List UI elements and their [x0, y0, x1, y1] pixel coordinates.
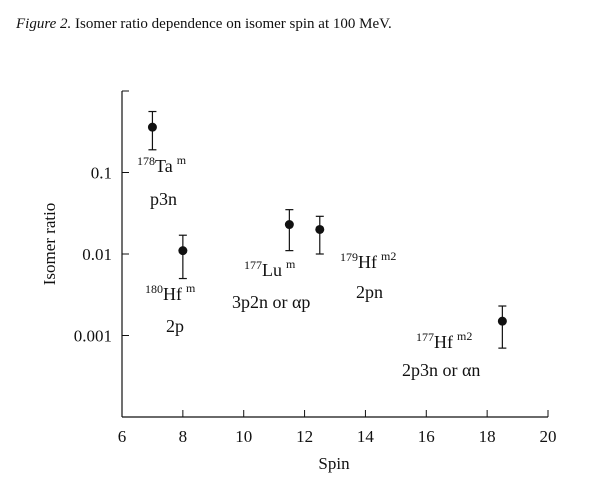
annotation-hf180m — [145, 281, 196, 304]
annotation-element: Hf — [434, 332, 453, 352]
y-axis-label: Isomer ratio — [40, 202, 59, 286]
annotation-mass: 180 — [145, 282, 163, 296]
x-tick-label: 12 — [296, 427, 314, 446]
annotation-hf179m2 — [340, 249, 396, 272]
caption-text: Isomer ratio dependence on isomer spin at 100 MeV. — [75, 16, 392, 32]
data-point — [285, 220, 294, 229]
annotation-state: m — [176, 153, 187, 167]
caption-label: Figure 2. — [16, 16, 72, 32]
annotation-mass: 179 — [340, 250, 358, 264]
data-point — [498, 317, 507, 326]
x-axis-label: Spin — [318, 454, 350, 473]
x-tick-label: 10 — [235, 427, 253, 446]
annotation-ta178m — [137, 153, 187, 176]
x-tick-label: 20 — [539, 427, 557, 446]
annotation-lu177m — [244, 257, 296, 280]
annotation-element: Ta — [155, 156, 173, 176]
annotation-state: m — [186, 281, 196, 295]
y-tick-label: 0.01 — [82, 245, 112, 264]
y-tick-label: 0.1 — [90, 163, 112, 183]
annotation-mass: 177 — [416, 330, 434, 344]
data-point — [315, 225, 324, 234]
annotation-hf177m2 — [416, 329, 472, 352]
annotation-element: Hf — [163, 284, 182, 304]
axis-ticks — [74, 91, 557, 446]
x-tick-label: 8 — [178, 427, 188, 446]
data-point — [178, 246, 187, 255]
y-tick-label: 0.001 — [73, 326, 112, 346]
data-point — [148, 123, 157, 132]
x-tick-label: 18 — [478, 427, 496, 446]
x-tick-label: 16 — [417, 427, 435, 446]
annotation-reaction: p3n — [150, 189, 177, 209]
annotation-state: m2 — [381, 249, 397, 263]
annotation-mass: 178 — [137, 154, 155, 168]
annotation-reaction: 2p3n or αn — [402, 360, 481, 380]
annotation-reaction: 2p — [166, 316, 184, 336]
annotation-state: m — [286, 257, 296, 271]
annotation-mass: 177 — [244, 258, 262, 272]
plot-axes — [122, 91, 548, 417]
point-annotations — [137, 153, 480, 380]
annotation-element: Hf — [358, 252, 377, 272]
annotation-reaction: 3p2n or αp — [232, 292, 311, 312]
data-points — [148, 112, 507, 349]
x-tick-label: 14 — [356, 427, 374, 446]
annotation-reaction: 2pn — [356, 282, 383, 302]
x-tick-label: 6 — [117, 427, 127, 446]
annotation-element: Lu — [262, 260, 282, 280]
annotation-state: m2 — [457, 329, 473, 343]
